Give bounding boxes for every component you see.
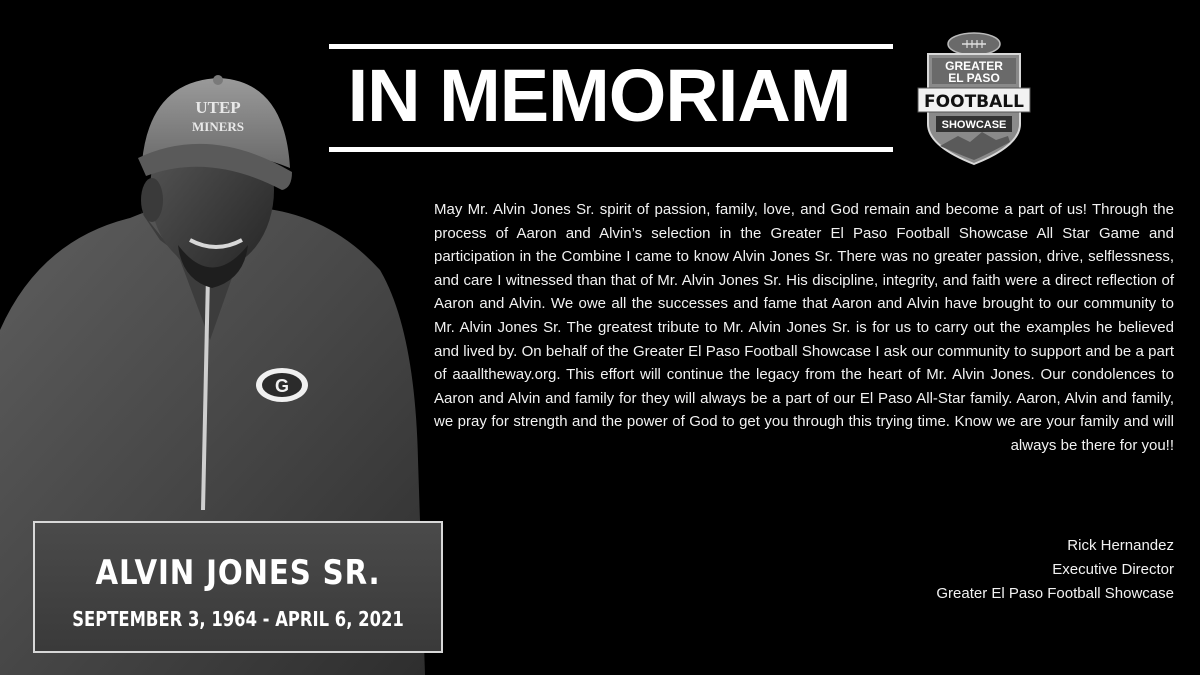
logo-line-1: GREATER bbox=[945, 59, 1003, 73]
shirt-logo: G bbox=[274, 376, 290, 396]
signature-block bbox=[936, 534, 1174, 606]
page-title: IN MEMORIAM bbox=[347, 54, 851, 137]
logo-line-4: SHOWCASE bbox=[941, 119, 1007, 131]
cap-text-1: UTEP bbox=[195, 98, 241, 117]
cap-text-2: MINERS bbox=[191, 119, 245, 134]
title-rule-top bbox=[329, 44, 893, 49]
logo-line-3: FOOTBALL bbox=[924, 92, 1024, 112]
signature-role: Executive Director bbox=[1052, 561, 1174, 578]
title-rule-bottom bbox=[329, 147, 893, 152]
memorial-message: May Mr. Alvin Jones Sr. spirit of passion, family, love, and God remain and become a part of us! Through the process of Aaron and Alvin’s selection in the Greater El Paso Football Showcase All Star Game and participation in the Combine I came to know Alvin Jones Sr. There was no greater passion, drive, selflessness, and care I witnessed than that of Mr. Alvin Jones Sr. His discipline, integrity, and faith were a direct reflection of Aaron and Alvin. We owe all the successes and fame that Aaron and Alvin have brought to our community to Mr. Alvin Jones Sr. The greatest tribute to Mr. Alvin Jones Sr. is for us to carry out the examples he believed and lived by. On behalf of the Greater El Paso Football Showcase I ask our community to support and be a part of aaalltheway.org. This effort will continue the legacy from the heart of Mr. Alvin Jones. Our condolences to Aaron and Alvin and family for they will always be a part of our El Paso All-Star family. Aaron, Alvin and family, we pray for strength and the power of God to get you through this trying time. Know we are your family and will always be there for you!! bbox=[434, 201, 1174, 454]
deceased-name: ALVIN JONES SR. bbox=[95, 553, 381, 593]
showcase-logo bbox=[914, 28, 1034, 168]
signature-organization: Greater El Paso Football Showcase bbox=[936, 585, 1174, 602]
life-dates: SEPTEMBER 3, 1964 - APRIL 6, 2021 bbox=[72, 607, 404, 631]
logo-line-2: EL PASO bbox=[948, 71, 1000, 85]
shield-icon bbox=[914, 28, 1034, 168]
signature-name: Rick Hernandez bbox=[1067, 537, 1174, 554]
name-panel bbox=[33, 521, 443, 653]
